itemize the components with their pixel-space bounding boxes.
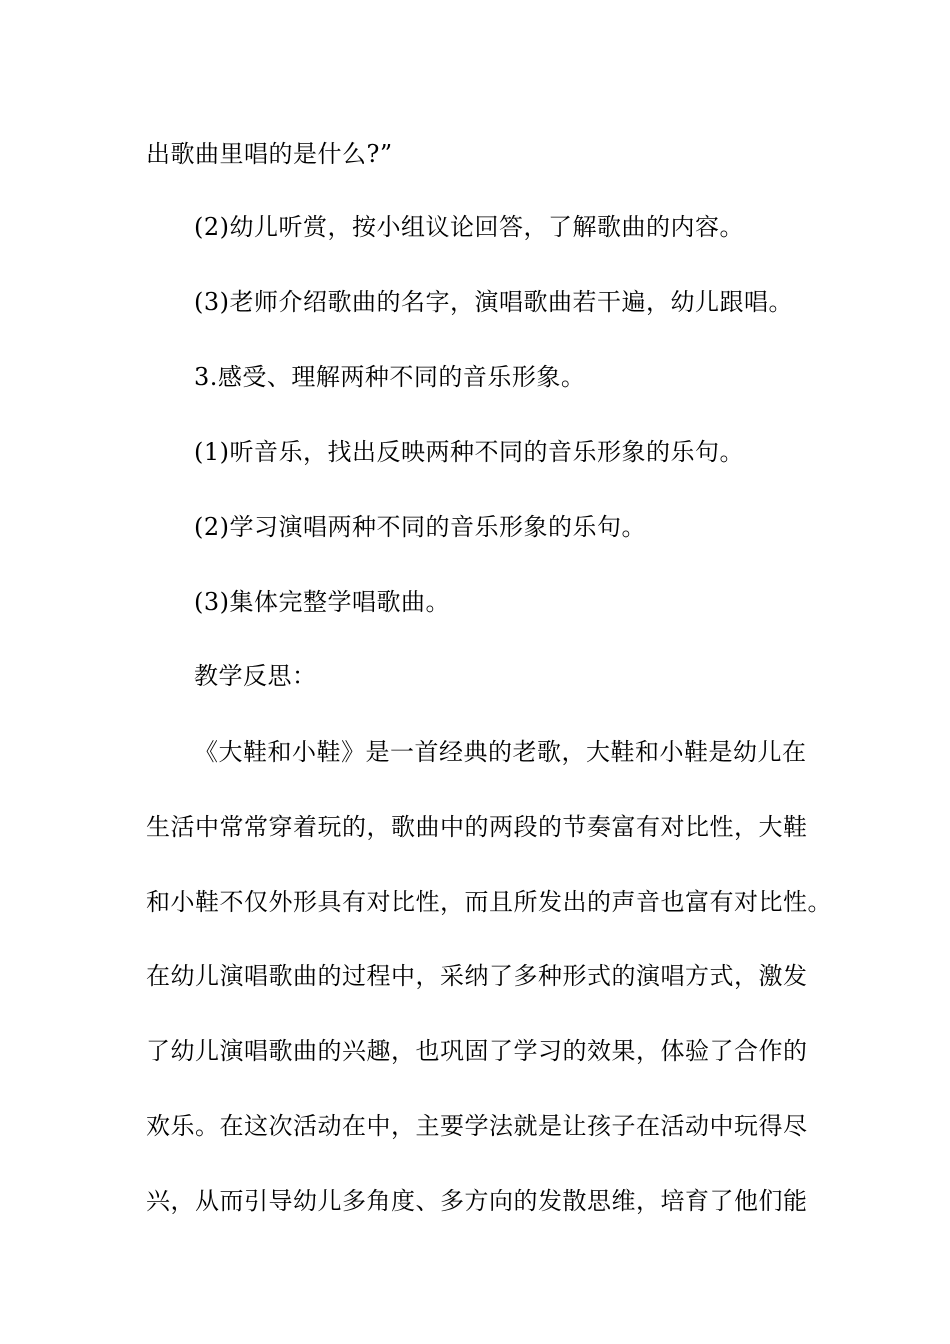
text-line: (3)集体完整学唱歌曲。 (194, 588, 450, 616)
paragraph-line: 《大鞋和小鞋》是一首经典的老歌，大鞋和小鞋是幼儿在 (194, 738, 807, 766)
paragraph-line: 生活中常常穿着玩的，歌曲中的两段的节奏富有对比性，大鞋 (146, 813, 808, 841)
text-line: (1)听音乐，找出反映两种不同的音乐形象的乐句。 (194, 438, 744, 466)
section-heading: 教学反思： (194, 662, 317, 690)
section-heading: 3.感受、理解两种不同的音乐形象。 (194, 363, 586, 391)
paragraph-line: 和小鞋不仅外形具有对比性，而且所发出的声音也富有对比性。 (146, 888, 832, 916)
paragraph-line: 兴，从而引导幼儿多角度、多方向的发散思维，培育了他们能 (146, 1187, 808, 1215)
paragraph-line: 在幼儿演唱歌曲的过程中，采纳了多种形式的演唱方式，激发 (146, 962, 808, 990)
text-line: 出歌曲里唱的是什么?” (146, 140, 393, 168)
text-line: (2)学习演唱两种不同的音乐形象的乐句。 (194, 513, 646, 541)
text-line: (2)幼儿听赏，按小组议论回答，了解歌曲的内容。 (194, 213, 744, 241)
text-line: (3)老师介绍歌曲的名字，演唱歌曲若干遍，幼儿跟唱。 (194, 288, 793, 316)
paragraph-line: 欢乐。在这次活动在中，主要学法就是让孩子在活动中玩得尽 (146, 1112, 808, 1140)
paragraph-line: 了幼儿演唱歌曲的兴趣，也巩固了学习的效果，体验了合作的 (146, 1037, 808, 1065)
